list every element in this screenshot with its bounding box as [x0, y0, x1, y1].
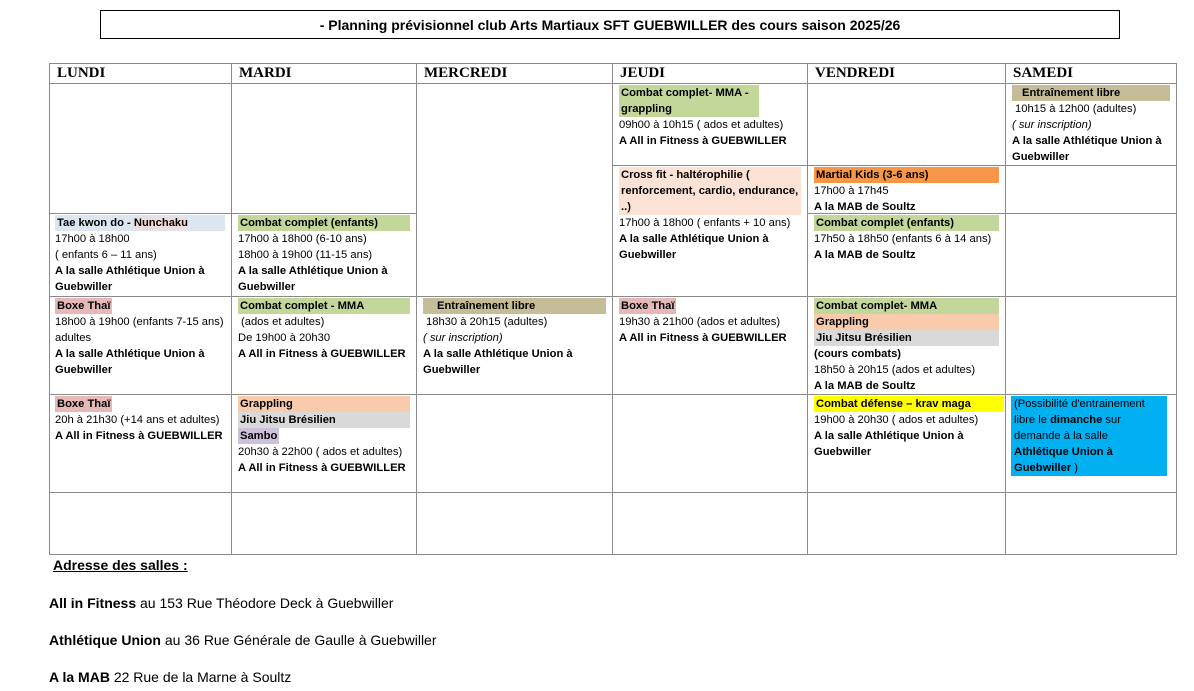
class-name: Jiu Jitsu Brésilien [814, 330, 999, 346]
time-text: 17h00 à 17h45 [814, 185, 889, 197]
samedi-session-1 [1006, 84, 1176, 165]
location-text: A la salle Athlétique Union à Guebwiller [423, 348, 573, 376]
page-title: - Planning prévisionnel club Arts Martiaux SFT GUEBWILLER des cours saison 2025/26 [100, 10, 1120, 39]
class-name: Combat complet - MMA [238, 298, 410, 314]
row-divider [49, 492, 1177, 493]
day-header-lundi: LUNDI [57, 65, 106, 81]
day-header-jeudi: JEUDI [620, 65, 666, 81]
location-text: A la MAB de Soultz [814, 380, 916, 392]
location-text: A la salle Athlétique Union à Guebwiller [238, 265, 388, 293]
time-text: 20h30 à 22h00 ( ados et adultes) [238, 446, 403, 458]
note-text: ( sur inscription) [1012, 119, 1092, 131]
lundi-session-1 [49, 214, 231, 296]
time-text: 17h50 à 18h50 (enfants 6 à 14 ans) [814, 233, 992, 245]
time-text: 10h15 à 12h00 (adultes) [1015, 103, 1137, 115]
day-header-samedi: SAMEDI [1013, 65, 1074, 81]
location-text: A All in Fitness à GUEBWILLER [619, 135, 787, 147]
class-name: Combat défense – krav maga [814, 396, 1004, 412]
class-name: Boxe Thaï [57, 398, 111, 410]
time-text: 19h00 à 20h30 ( ados et adultes) [814, 414, 979, 426]
mercredi-session-1 [417, 297, 612, 394]
location-text: A la salle Athlétique Union à Guebwiller [814, 430, 964, 458]
time-text: 18h00 à 19h00 (enfants 7-15 ans) [55, 316, 224, 328]
class-name: Combat complet (enfants) [814, 215, 999, 231]
jeudi-session-1 [613, 84, 807, 165]
location-text: A All in Fitness à GUEBWILLER [238, 462, 406, 474]
day-header-vendredi: VENDREDI [815, 65, 896, 81]
class-name: Jiu Jitsu Brésilien [238, 412, 410, 428]
vendredi-session-1 [808, 166, 1005, 213]
location-text: A la salle Athlétique Union à Guebwiller [1012, 135, 1162, 163]
jeudi-session-3 [613, 297, 807, 394]
class-name: Cross fit - haltérophilie ( renforcement, cardio, endurance, ..) [619, 167, 801, 215]
time-text: 17h00 à 18h00 [55, 233, 130, 245]
class-name: Grappling [238, 396, 410, 412]
audience-text: (ados et adultes) [241, 316, 325, 328]
class-name: Boxe Thaï [621, 300, 675, 312]
address-mab: A la MAB 22 Rue de la Marne à Soultz [49, 669, 292, 685]
class-name: Entraînement libre [423, 298, 606, 314]
time-text: 18h30 à 20h15 (adultes) [426, 316, 548, 328]
time-text: 19h30 à 21h00 (ados et adultes) [619, 316, 781, 328]
day-header-mardi: MARDI [239, 65, 292, 81]
time-text: 09h00 à 10h15 ( ados et adultes) [619, 119, 784, 131]
vendredi-session-2 [808, 214, 1005, 296]
column-divider [1176, 63, 1177, 555]
class-name: Combat complet (enfants) [238, 215, 410, 231]
class-name: Entraînement libre [1012, 85, 1170, 101]
audience-text: adultes [55, 332, 92, 344]
location-text: A All in Fitness à GUEBWILLER [619, 332, 787, 344]
day-header-mercredi: MERCREDI [424, 65, 508, 81]
time-text: 20h à 21h30 (+14 ans et adultes) [55, 414, 220, 426]
audience-text: ( enfants 6 – 11 ans) [55, 249, 157, 261]
jeudi-session-2 [613, 166, 807, 296]
class-name: Martial Kids (3-6 ans) [814, 167, 999, 183]
note-text: (cours combats) [814, 348, 902, 360]
class-name: Tae kwon do - Nunchaku [55, 215, 225, 231]
location-text: A All in Fitness à GUEBWILLER [55, 430, 223, 442]
schedule-table [49, 63, 1177, 555]
address-athletique-union: Athlétique Union au 36 Rue Générale de Gaulle à Guebwiller [49, 632, 437, 648]
location-text: A la MAB de Soultz [814, 201, 916, 213]
time-text: 17h00 à 18h00 (6-10 ans) [238, 233, 367, 245]
class-name: Combat complet- MMA [814, 298, 999, 314]
location-text: A la salle Athlétique Union à Guebwiller [55, 265, 205, 293]
location-text: A la salle Athlétique Union à Guebwiller [619, 233, 769, 261]
vendredi-session-4 [808, 395, 1005, 492]
class-name: Boxe Thaï [57, 300, 111, 312]
time-text: 17h00 à 18h00 ( enfants + 10 ans) [619, 217, 791, 229]
time-text: De 19h00 à 20h30 [238, 332, 331, 344]
addresses-heading: Adresse des salles : [53, 557, 188, 573]
row-divider [1005, 165, 1177, 166]
location-text: A All in Fitness à GUEBWILLER [238, 348, 406, 360]
mardi-session-1 [232, 214, 416, 296]
note-text: ( sur inscription) [423, 332, 503, 344]
mardi-session-2 [232, 297, 416, 394]
time-text: 18h00 à 19h00 (11-15 ans) [238, 249, 373, 261]
lundi-session-2 [49, 297, 231, 394]
location-text: A la MAB de Soultz [814, 249, 916, 261]
mardi-session-3 [232, 395, 416, 492]
class-name: Sambo [240, 430, 278, 442]
samedi-note [1006, 395, 1176, 492]
location-text: A la salle Athlétique Union à Guebwiller [55, 348, 205, 376]
table-border-bottom [49, 554, 1177, 555]
lundi-session-3 [49, 395, 231, 492]
class-name: Combat complet- MMA - grappling [619, 85, 759, 117]
address-all-in-fitness: All in Fitness au 153 Rue Théodore Deck à Guebwiller [49, 595, 394, 611]
vendredi-session-3 [808, 297, 1005, 394]
time-text: 18h50 à 20h15 (ados et adultes) [814, 364, 976, 376]
class-name: Grappling [814, 314, 999, 330]
sunday-training-note: (Possibilité d'entrainement libre le dimanche sur demande à la salle Athlétique Union à Guebwiller ) [1011, 396, 1167, 476]
